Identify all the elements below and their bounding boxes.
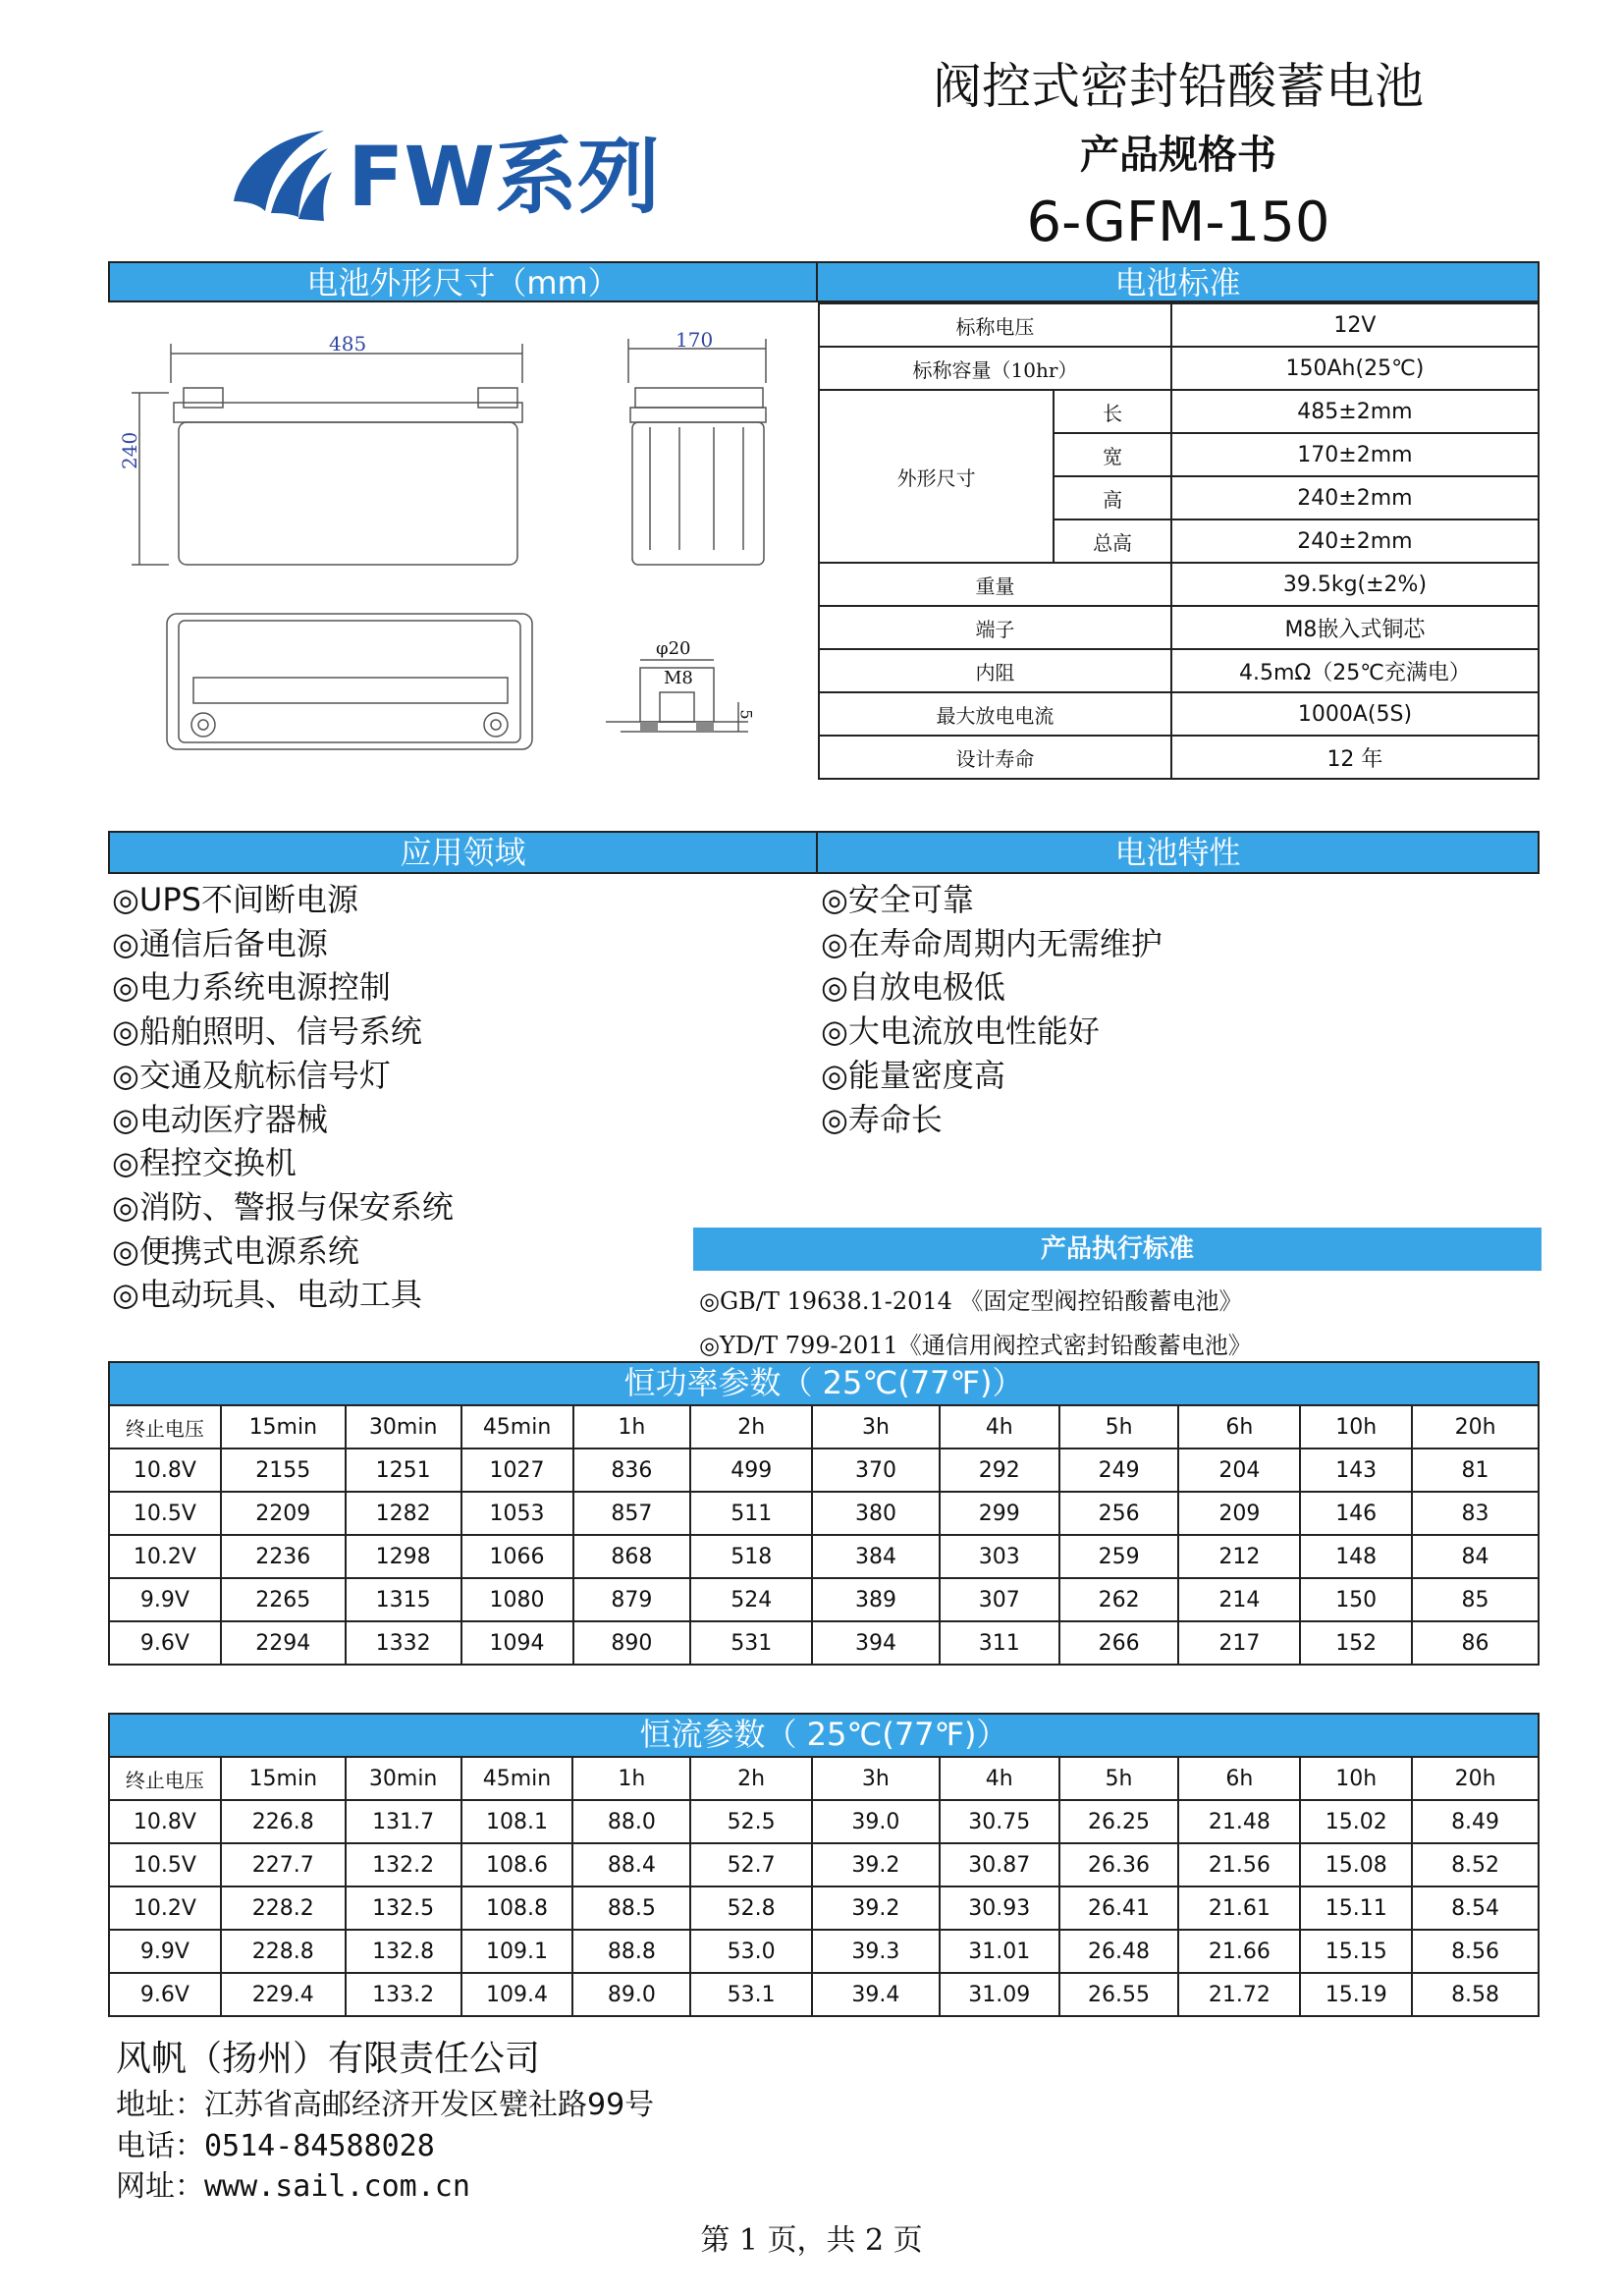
exec-standard-item: ◎YD/T 799-2011《通信用阀控式密封铅酸蓄电池》 [699,1332,1252,1359]
list-item: ◎电力系统电源控制 [112,968,391,1007]
table-cell: 15.19 [1300,1973,1412,2016]
table-cell: 209 [1178,1492,1300,1535]
column-header: 3h [812,1757,940,1800]
list-item: ◎在寿命周期内无需维护 [821,924,1163,962]
table-cell: 879 [573,1578,691,1621]
table-cell: 8.52 [1412,1843,1539,1886]
table-cell: 9.9V [109,1930,221,1973]
table-cell: 84 [1412,1535,1539,1578]
spec-value: 12V [1171,303,1539,347]
battery-drawing [110,304,778,771]
features-title: 电池特性 [1114,834,1241,871]
table-cell: 249 [1059,1449,1179,1492]
table-cell: 1066 [461,1535,573,1578]
column-header: 10h [1300,1405,1412,1449]
spec-row [819,649,1539,692]
page-number: 第 1 页，共 2 页 [700,2223,923,2258]
table-cell: 518 [690,1535,812,1578]
size-label: 长 [1054,390,1171,433]
list-item: ◎电动医疗器械 [112,1100,328,1138]
doc-subtitle: 产品规格书 [1080,133,1276,178]
width-dim-label: 170 [676,328,714,352]
column-header: 1h [573,1405,691,1449]
table-row [109,1973,1539,2016]
table-cell: 26.25 [1059,1800,1179,1843]
list-item: ◎能量密度高 [821,1056,1005,1094]
table-cell: 389 [812,1578,940,1621]
column-header: 终止电压 [109,1757,221,1800]
column-header: 4h [940,1405,1059,1449]
exec-standard-header [693,1228,1542,1271]
table-cell: 531 [690,1621,812,1665]
size-value: 240±2mm [1171,519,1539,563]
length-dim-label: 485 [329,332,367,355]
sail-logo-icon [226,123,334,231]
spec-label: 重量 [819,563,1171,606]
table-cell: 370 [812,1449,940,1492]
table-row [109,1886,1539,1930]
table-cell: 53.0 [690,1930,812,1973]
terminal-dia-label: φ20 [656,638,691,659]
table-cell: 52.5 [690,1800,812,1843]
table-cell: 2265 [221,1578,346,1621]
table-cell: 307 [940,1578,1059,1621]
company-address: 地址：江苏省高邮经济开发区甓社路99号 [116,2088,655,2122]
list-item: ◎安全可靠 [821,881,974,918]
spec-value: 1000A(5S) [1171,692,1539,736]
height-dim-label: 240 [118,431,141,469]
table-cell: 88.8 [572,1930,690,1973]
table-cell: 1332 [346,1621,461,1665]
table-cell: 108.1 [461,1800,573,1843]
list-item: ◎大电流放电性能好 [821,1012,1100,1051]
table-cell: 31.09 [940,1973,1059,2016]
table-cell: 10.8V [109,1800,221,1843]
table-cell: 150 [1300,1578,1412,1621]
size-label: 总高 [1054,519,1171,563]
spec-label: 内阻 [819,649,1171,692]
table-cell: 83 [1412,1492,1539,1535]
table-cell: 86 [1412,1621,1539,1665]
column-header: 10h [1300,1757,1412,1800]
column-header: 2h [690,1757,812,1800]
table-cell: 132.5 [346,1886,461,1930]
table-row [109,1621,1539,1665]
table-cell: 212 [1178,1535,1300,1578]
table-row [109,1930,1539,1973]
company-website[interactable]: 网址：www.sail.com.cn [116,2169,470,2204]
spec-label: 设计寿命 [819,736,1171,779]
list-item: ◎UPS不间断电源 [112,881,358,918]
table-cell: 303 [940,1535,1059,1578]
table-cell: 1053 [461,1492,573,1535]
table-cell: 81 [1412,1449,1539,1492]
spec-value: 150Ah(25℃) [1171,347,1539,390]
table-cell: 85 [1412,1578,1539,1621]
spec-row [819,347,1539,390]
spec-row [819,303,1539,347]
table-cell: 39.2 [812,1886,940,1930]
table-cell: 21.66 [1178,1930,1300,1973]
table-cell: 380 [812,1492,940,1535]
list-item: ◎通信后备电源 [112,924,328,962]
table-cell: 9.6V [109,1973,221,2016]
power-table [108,1404,1540,1666]
table-cell: 15.15 [1300,1930,1412,1973]
table-cell: 15.02 [1300,1800,1412,1843]
list-item: ◎船舶照明、信号系统 [112,1012,422,1051]
table-cell: 10.8V [109,1449,221,1492]
table-cell: 15.08 [1300,1843,1412,1886]
list-item: ◎消防、警报与保安系统 [112,1187,454,1226]
terminal-thread-label: M8 [664,668,693,688]
list-item: ◎寿命长 [821,1100,943,1138]
list-item: ◎程控交换机 [112,1144,297,1182]
table-cell: 2155 [221,1449,346,1492]
spec-row [819,736,1539,779]
standard-title: 电池标准 [1114,264,1241,301]
table-cell: 133.2 [346,1973,461,2016]
table-cell: 2236 [221,1535,346,1578]
table-cell: 1027 [461,1449,573,1492]
table-cell: 499 [690,1449,812,1492]
spec-value: 12 年 [1171,736,1539,779]
table-cell: 26.55 [1059,1973,1179,2016]
table-cell: 8.54 [1412,1886,1539,1930]
power-table-header [108,1361,1540,1404]
table-cell: 26.48 [1059,1930,1179,1973]
doc-title: 阀控式密封铅酸蓄电池 [933,58,1424,115]
column-header: 15min [221,1405,346,1449]
table-cell: 299 [940,1492,1059,1535]
table-cell: 52.7 [690,1843,812,1886]
table-cell: 857 [573,1492,691,1535]
table-cell: 30.93 [940,1886,1059,1930]
column-header: 2h [690,1405,812,1449]
table-cell: 394 [812,1621,940,1665]
features-header [818,831,1540,874]
spec-value: 39.5kg(±2%) [1171,563,1539,606]
spec-label: 标称容量（10hr） [819,347,1171,390]
table-cell: 226.8 [221,1800,346,1843]
list-item: ◎电动玩具、电动工具 [112,1276,422,1314]
size-label: 宽 [1054,433,1171,476]
column-header: 15min [221,1757,346,1800]
table-cell: 227.7 [221,1843,346,1886]
applications-header [108,831,818,874]
column-header: 6h [1178,1405,1300,1449]
spec-label: 标称电压 [819,303,1171,347]
applications-title: 应用领域 [400,834,526,871]
table-cell: 109.1 [461,1930,573,1973]
table-cell: 21.72 [1178,1973,1300,2016]
table-cell: 148 [1300,1535,1412,1578]
spec-value: M8嵌入式铜芯 [1171,606,1539,649]
table-cell: 10.5V [109,1843,221,1886]
table-cell: 109.4 [461,1973,573,2016]
spec-row [819,563,1539,606]
terminal-depth-label: 5 [736,709,756,720]
table-cell: 52.8 [690,1886,812,1930]
table-cell: 214 [1178,1578,1300,1621]
table-cell: 311 [940,1621,1059,1665]
table-cell: 10.2V [109,1535,221,1578]
size-label: 高 [1054,476,1171,519]
list-item: ◎交通及航标信号灯 [112,1056,391,1094]
column-header: 20h [1412,1405,1539,1449]
company-phone: 电话：0514-84588028 [116,2129,435,2163]
table-cell: 1298 [346,1535,461,1578]
column-header: 4h [940,1757,1059,1800]
table-cell: 88.4 [572,1843,690,1886]
table-cell: 39.3 [812,1930,940,1973]
table-cell: 132.8 [346,1930,461,1973]
table-cell: 30.75 [940,1800,1059,1843]
table-cell: 10.2V [109,1886,221,1930]
current-table-header [108,1713,1540,1756]
table-row [109,1800,1539,1843]
table-cell: 21.56 [1178,1843,1300,1886]
table-cell: 8.56 [1412,1930,1539,1973]
table-row [109,1578,1539,1621]
table-cell: 1080 [461,1578,573,1621]
table-cell: 228.2 [221,1886,346,1930]
table-cell: 228.8 [221,1930,346,1973]
table-cell: 30.87 [940,1843,1059,1886]
current-table-title: 恒流参数（ 25℃(77℉)） [639,1716,1008,1753]
table-cell: 108.8 [461,1886,573,1930]
table-cell: 229.4 [221,1973,346,2016]
brand-text: FW系列 [348,129,661,225]
table-header-row [109,1405,1539,1449]
table-row [109,1535,1539,1578]
table-cell: 2209 [221,1492,346,1535]
spec-label: 最大放电电流 [819,692,1171,736]
table-cell: 15.11 [1300,1886,1412,1930]
size-value: 170±2mm [1171,433,1539,476]
standard-header [818,261,1540,302]
table-cell: 21.61 [1178,1886,1300,1930]
table-cell: 256 [1059,1492,1179,1535]
column-header: 30min [346,1757,461,1800]
applications-list [112,878,701,1317]
table-cell: 204 [1178,1449,1300,1492]
table-cell: 259 [1059,1535,1179,1578]
brand-logo [226,123,661,231]
table-cell: 39.0 [812,1800,940,1843]
table-row [109,1843,1539,1886]
table-cell: 53.1 [690,1973,812,2016]
table-cell: 868 [573,1535,691,1578]
table-row [109,1492,1539,1535]
table-cell: 131.7 [346,1800,461,1843]
table-cell: 1282 [346,1492,461,1535]
table-cell: 39.2 [812,1843,940,1886]
table-header-row [109,1757,1539,1800]
table-cell: 89.0 [572,1973,690,2016]
column-header: 5h [1059,1757,1179,1800]
spec-row [819,390,1539,433]
dimensions-title: 电池外形尺寸（mm） [306,264,620,301]
table-cell: 88.5 [572,1886,690,1930]
spec-value: 4.5mΩ（25℃充满电） [1171,649,1539,692]
table-cell: 836 [573,1449,691,1492]
list-item: ◎自放电极低 [821,968,1005,1007]
table-cell: 10.5V [109,1492,221,1535]
features-list [821,878,1508,1141]
table-cell: 132.2 [346,1843,461,1886]
power-table-title: 恒功率参数（ 25℃(77℉)） [623,1364,1024,1401]
size-value: 240±2mm [1171,476,1539,519]
table-cell: 21.48 [1178,1800,1300,1843]
table-cell: 8.58 [1412,1973,1539,2016]
table-cell: 262 [1059,1578,1179,1621]
table-cell: 88.0 [572,1800,690,1843]
table-cell: 2294 [221,1621,346,1665]
spec-row [819,692,1539,736]
column-header: 45min [461,1757,573,1800]
table-cell: 9.9V [109,1578,221,1621]
table-cell: 1315 [346,1578,461,1621]
table-cell: 26.36 [1059,1843,1179,1886]
spec-row [819,606,1539,649]
table-cell: 8.49 [1412,1800,1539,1843]
table-cell: 108.6 [461,1843,573,1886]
table-cell: 266 [1059,1621,1179,1665]
company-name: 风帆（扬州）有限责任公司 [116,2039,541,2079]
spec-table [818,302,1540,780]
size-value: 485±2mm [1171,390,1539,433]
exec-standard-item: ◎GB/T 19638.1-2014 《固定型阀控铅酸蓄电池》 [699,1287,1243,1315]
table-cell: 217 [1178,1621,1300,1665]
column-header: 45min [461,1405,573,1449]
list-item: ◎便携式电源系统 [112,1231,359,1270]
table-row [109,1449,1539,1492]
spec-label: 端子 [819,606,1171,649]
model-number: 6-GFM-150 [1026,191,1330,254]
table-cell: 890 [573,1621,691,1665]
table-cell: 1251 [346,1449,461,1492]
table-cell: 292 [940,1449,1059,1492]
table-cell: 9.6V [109,1621,221,1665]
column-header: 5h [1059,1405,1179,1449]
table-cell: 1094 [461,1621,573,1665]
column-header: 6h [1178,1757,1300,1800]
table-cell: 524 [690,1578,812,1621]
column-header: 1h [572,1757,690,1800]
table-cell: 384 [812,1535,940,1578]
size-group-label: 外形尺寸 [819,390,1054,563]
table-cell: 146 [1300,1492,1412,1535]
column-header: 3h [812,1405,940,1449]
table-cell: 31.01 [940,1930,1059,1973]
table-cell: 143 [1300,1449,1412,1492]
column-header: 20h [1412,1757,1539,1800]
dimensions-header [108,261,818,302]
current-table [108,1756,1540,2017]
table-cell: 152 [1300,1621,1412,1665]
column-header: 终止电压 [109,1405,221,1449]
exec-standard-title: 产品执行标准 [1040,1234,1194,1264]
table-cell: 39.4 [812,1973,940,2016]
column-header: 30min [346,1405,461,1449]
table-cell: 511 [690,1492,812,1535]
table-cell: 26.41 [1059,1886,1179,1930]
